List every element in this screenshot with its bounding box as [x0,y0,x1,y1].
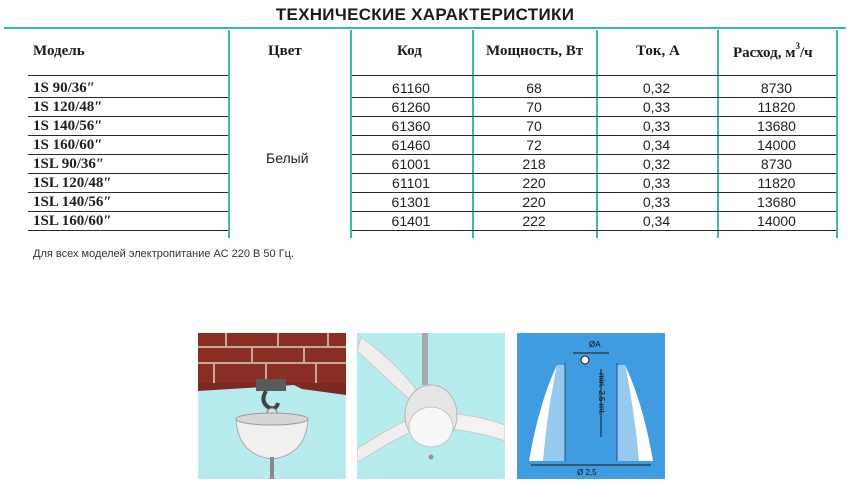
header-code: Код [397,43,422,59]
cell-code: 61401 [391,213,431,229]
cell-current: 0,34 [642,213,671,229]
row-rule [28,230,228,231]
header-rule [28,75,228,76]
cell-current: 0,34 [642,137,671,153]
header-rule [352,75,836,76]
airflow-diagram [517,333,665,479]
title-underline [4,27,846,29]
cell-code: 61001 [391,156,431,172]
cell-power: 68 [526,80,542,96]
row-rule [352,173,836,174]
header-power: Мощность, Вт [486,43,584,59]
cell-power: 70 [526,99,542,115]
cell-power: 218 [522,156,546,172]
cell-flow: 13680 [757,194,796,210]
cell-model: 1S 90/36″ [33,80,96,96]
cell-power: 70 [526,118,542,134]
row-rule [352,135,836,136]
column-divider [228,30,230,238]
diagram-bottom-label: Ø 2,5 [577,468,597,477]
row-rule [28,135,228,136]
cell-current: 0,33 [642,175,671,191]
cell-power: 220 [522,175,546,191]
row-rule [352,116,836,117]
cell-model: 1S 140/56″ [33,118,103,134]
cell-current: 0,33 [642,194,671,210]
diagram-height-label: min. 2,5 mt. [597,373,606,415]
cell-flow: 11820 [757,99,796,115]
cell-power: 72 [526,137,542,153]
cell-code: 61460 [391,137,431,153]
row-rule [352,154,836,155]
cell-model: 1S 120/48″ [33,99,103,115]
cell-model: 1SL 120/48″ [33,175,112,191]
row-rule [352,211,836,212]
page-title: ТЕХНИЧЕСКИЕ ХАРАКТЕРИСТИКИ [275,5,575,24]
cell-power: 220 [522,194,546,210]
row-rule [352,230,836,231]
cell-model: 1S 160/60″ [33,137,103,153]
cell-flow: 8730 [760,80,793,96]
cell-current: 0,33 [642,118,671,134]
cell-model: 1SL 140/56″ [33,194,112,210]
footnote: Для всех моделей электропитание АС 220 В 50 Гц. [33,248,295,260]
cell-code: 61101 [392,175,430,191]
cell-flow: 14000 [757,213,796,229]
row-rule [28,192,228,193]
cell-code: 61160 [392,80,430,96]
cell-flow: 13680 [757,118,796,134]
row-rule [28,211,228,212]
header-color: Цвет [268,43,302,59]
fan-photo [357,333,505,479]
row-rule [352,97,836,98]
header-model: Модель [33,43,85,59]
header-current: Ток, А [636,43,680,59]
cell-model: 1SL 90/36″ [33,156,105,172]
cell-model: 1SL 160/60″ [33,213,112,229]
cell-code: 61301 [391,194,431,210]
row-rule [28,116,228,117]
row-rule [28,97,228,98]
header-flow: Расход, $м^3/ч$ [733,41,813,61]
color-cell: Белый [266,150,309,166]
cell-flow: 11820 [757,175,796,191]
diagram-top-label: ØA [589,340,601,349]
cell-flow: 8730 [760,156,793,172]
cell-code: 61360 [391,118,431,134]
row-rule [352,192,836,193]
cell-current: 0,32 [642,156,671,172]
row-rule [28,154,228,155]
cell-flow: 14000 [757,137,796,153]
mount-bracket-photo [198,333,346,479]
cell-power: 222 [522,213,546,229]
cell-current: 0,32 [642,80,671,96]
column-divider [836,30,838,238]
row-rule [28,173,228,174]
cell-code: 61260 [391,99,431,115]
cell-current: 0,33 [642,99,671,115]
